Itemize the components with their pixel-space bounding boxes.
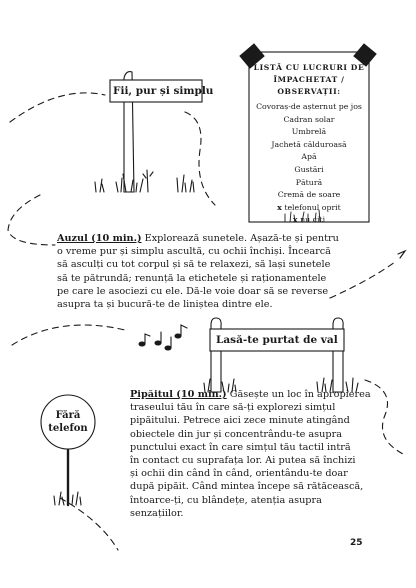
checklist-items: [250, 101, 368, 227]
sign-telefon-text: Fără telefon: [48, 410, 88, 434]
checklist: [250, 62, 368, 227]
dashed-path-right-arrow: [398, 251, 405, 258]
auzul-heading: Auzul (10 min.): [57, 233, 142, 244]
list-item: x telefonul oprit: [277, 202, 341, 212]
dashed-path-mid-left: [12, 325, 125, 345]
auzul-paragraph: Auzul (10 min.) Explorează sunetele. Așază-te și pentru o vreme pur și simplu ascultă, cu ochii închiși. Încearcă să asculți cu tot corpul și să te relaxezi, să lași sunetele să te pătrundă; renunță la etichetele și raționamentele pe care le asociezi cu ele. Dă-le voie doar să se reverse asupra ta și bucură-te de liniștea dintre ele.: [57, 233, 339, 311]
checklist-title-line2: ÎMPACHETAT / OBSERVAȚII:: [273, 75, 345, 96]
sign-val-text: Lasă-te purtat de val: [216, 334, 338, 346]
list-item: Umbrelă: [291, 127, 327, 137]
dashed-path-left: [8, 195, 55, 245]
music-notes-icon: [139, 325, 187, 350]
pipaitul-paragraph: Pipăitul (10 min.) Găsește un loc în apropierea traseului tău în care să-ți explorezi simțul pipăitului. Petrece aici zece minute atingând obiectele din jur și concentrându-te asupra punctului exact în care simțul tău tactil intră în contact cu suprafața lor. Ai putea să închizi și ochii din când în când, orientându-te doar după pipăit. Când mintea începe să rătăcească, întoarce-ți, cu blândețe, atenția asupra senzațiilor.: [130, 389, 371, 519]
checklist-title-line1: LISTĂ CU LUCRURI DE: [253, 63, 365, 72]
list-item: Covoraș-de așternut pe jos: [256, 102, 362, 111]
list-item: x nu citi: [292, 215, 326, 225]
page-number: 25: [350, 538, 363, 548]
sign-fii-text: Fii, pur și simplu: [113, 85, 214, 97]
dashed-path-top-right: [185, 112, 215, 205]
list-item: Pătură: [295, 177, 323, 187]
dashed-path-top: [10, 93, 105, 122]
list-item: Apă: [301, 152, 317, 162]
pipaitul-heading: Pipăitul (10 min.): [130, 389, 227, 400]
list-item: Jachetă călduroasă: [271, 139, 347, 149]
list-item: Cremă de soare: [277, 190, 341, 200]
list-item: Cadran solar: [283, 114, 335, 124]
list-item: Gustări: [294, 164, 324, 174]
wooden-sign-val: [204, 318, 358, 392]
